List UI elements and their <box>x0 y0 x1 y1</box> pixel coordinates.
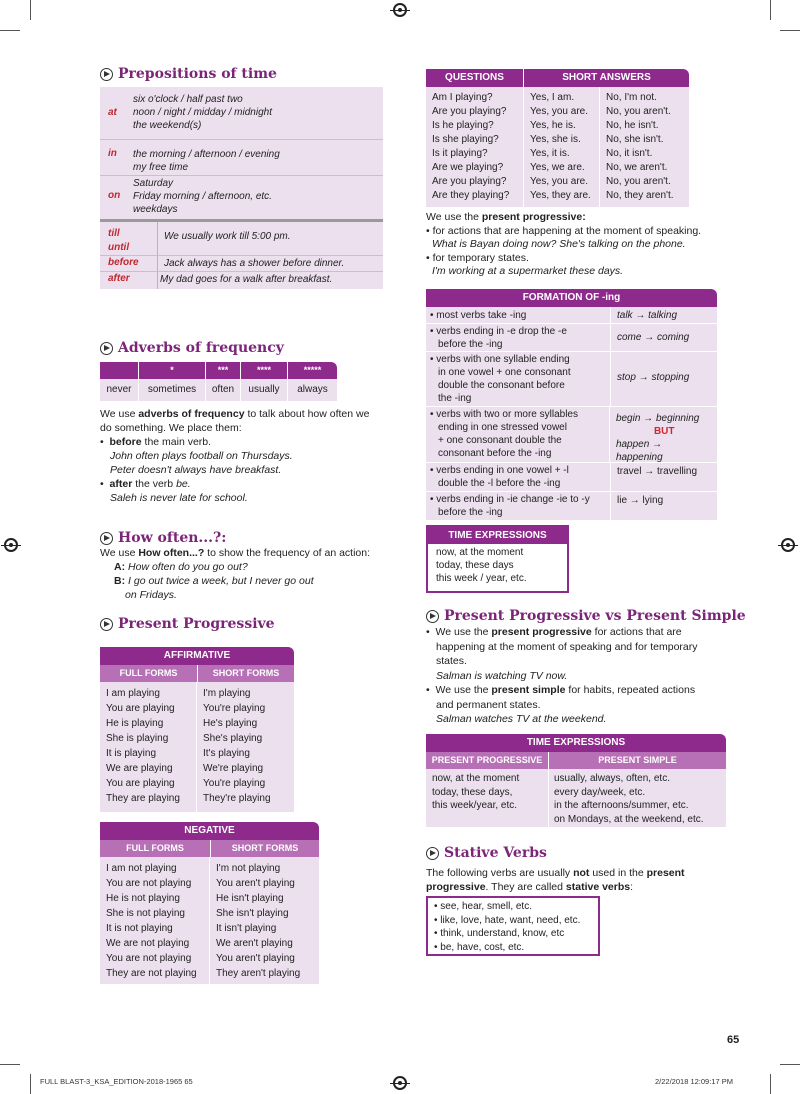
table-cell: today, these days, <box>432 786 513 798</box>
page-number: 65 <box>727 1034 740 1046</box>
column-header: FULL FORMS <box>100 840 211 857</box>
rule-line: + one consonant double the <box>438 435 562 446</box>
table-cell: You are not playing <box>106 953 192 964</box>
table-cell: We're playing <box>203 763 264 774</box>
adverb-word: never <box>100 379 139 401</box>
table-cell: He is playing <box>106 718 164 729</box>
speaker-label: A: <box>114 561 126 573</box>
how-often-heading <box>100 530 226 546</box>
adverb-word: often <box>206 379 241 401</box>
questions-table <box>426 69 689 207</box>
stative-item: • be, have, cost, etc. <box>434 941 525 953</box>
prep-lines <box>133 177 272 216</box>
play-icon <box>100 68 113 81</box>
table-cell: It isn't playing <box>216 923 277 934</box>
table-cell: No, you aren't. <box>606 106 671 117</box>
table-cell: Is she playing? <box>432 134 499 145</box>
rule-line: • verbs ending in -e drop the -e <box>430 326 567 337</box>
table-cell: usually, always, often, etc. <box>554 773 670 784</box>
rule-line: before the -ing <box>438 339 503 350</box>
text-run: for habits, repeated actions <box>565 684 696 696</box>
rule-line: ending in one stressed vowel <box>438 422 567 433</box>
prep-lines <box>133 93 272 132</box>
table-cell: They're playing <box>203 793 271 804</box>
rule-line: • verbs ending in -ie change -ie to -y <box>430 494 590 505</box>
text-bold: before <box>109 436 142 448</box>
bullet-line: • for actions that are happening at the moment of speaking. <box>426 224 702 237</box>
formation-row <box>426 307 717 324</box>
dialogue-line <box>100 560 400 574</box>
text-bold: not <box>573 867 590 879</box>
no-column <box>600 87 680 207</box>
rule-example: begin → beginning <box>615 413 700 424</box>
short-forms-column <box>197 682 277 812</box>
adverb-stars: ***** <box>303 365 322 375</box>
prep-row-after <box>100 271 383 288</box>
table-cell: It's playing <box>203 748 250 759</box>
table-cell: We aren't playing <box>216 938 293 949</box>
formation-row <box>426 324 717 352</box>
prep-line: six o'clock / half past two <box>133 94 243 105</box>
prep-line: weekdays <box>133 204 178 215</box>
prep-example: Jack always has a shower before dinner. <box>164 258 345 269</box>
table-body <box>426 87 689 207</box>
prep-line: the morning / afternoon / evening <box>133 149 280 160</box>
registration-mark-icon <box>393 1076 407 1090</box>
adverb-stars: *** <box>206 362 241 379</box>
crop-mark <box>30 0 31 20</box>
rule-line: the -ing <box>438 393 472 404</box>
prep-key: before <box>108 257 139 268</box>
negative-table <box>100 822 319 984</box>
crop-mark <box>770 0 771 20</box>
play-icon <box>426 847 439 860</box>
text-run: the main verb. <box>141 436 212 448</box>
example-line: John often plays football on Thursdays. <box>110 450 293 462</box>
progressive-column <box>426 769 549 827</box>
rule-line: • verbs with one syllable ending <box>430 354 570 365</box>
table-cell: I am not playing <box>106 863 177 874</box>
stative-title: Stative Verbs <box>444 845 547 861</box>
prepositions-title: Prepositions of time <box>118 66 277 82</box>
adverb-stars <box>100 362 139 379</box>
crop-mark <box>770 1074 771 1094</box>
bullet-line: • after the verb be. <box>100 478 191 490</box>
table-header <box>426 752 726 769</box>
formation-row <box>426 492 717 520</box>
table-cell: Are we playing? <box>432 162 504 173</box>
table-cell: No, they aren't. <box>606 190 674 201</box>
progressive-usage <box>426 211 736 279</box>
text-bold: stative verbs <box>565 881 631 893</box>
text-run: : <box>630 881 634 893</box>
table-cell: No, we aren't. <box>606 162 668 173</box>
adverbs-title: Adverbs of frequency <box>118 340 284 356</box>
table-cell: He's playing <box>203 718 258 729</box>
example-line: Peter doesn't always have breakfast. <box>110 464 282 476</box>
text-line: do something. We place them: <box>100 422 242 434</box>
rule-text <box>426 324 611 351</box>
table-cell: Yes, we are. <box>530 162 585 173</box>
rule-line: double the consonant before <box>438 380 565 391</box>
text-bold: after <box>109 478 133 490</box>
text-bold: How often...? <box>138 547 205 559</box>
table-body <box>100 682 294 812</box>
adverb-word: sometimes <box>139 379 206 401</box>
text-run: We use the <box>435 684 492 696</box>
prep-key: till <box>108 228 120 239</box>
table-cell: You aren't playing <box>216 953 295 964</box>
present-progressive-title: Present Progressive <box>118 616 275 632</box>
text-run: . They are called <box>485 881 566 893</box>
table-header <box>100 840 319 857</box>
table-cell: now, at the moment <box>432 773 520 784</box>
text-run: The following verbs are usually <box>426 867 574 879</box>
column-header: SHORT ANSWERS <box>562 72 651 83</box>
text-bold: progressive <box>426 881 486 893</box>
prepositions-heading <box>100 66 277 82</box>
affirmative-table <box>100 647 294 812</box>
text-bold: present simple <box>491 684 566 696</box>
table-title: NEGATIVE <box>100 822 319 840</box>
present-progressive-heading <box>100 616 275 632</box>
text-run: be. <box>176 478 191 490</box>
text-run: We use <box>100 408 139 420</box>
table-cell: Yes, he is. <box>530 120 576 131</box>
table-cell: It is playing <box>106 748 157 759</box>
prep-line: noon / night / midday / midnight <box>133 107 272 118</box>
rule-example: talk → talking <box>617 310 678 321</box>
dialogue-text: on Fridays. <box>125 589 177 601</box>
box-line: today, these days <box>436 560 514 571</box>
example-line: Salman watches TV at the weekend. <box>436 713 607 725</box>
table-cell: You are playing <box>106 703 175 714</box>
bullet-line: • for temporary states. <box>426 251 529 264</box>
rule-line: double the -l before the -ing <box>438 478 561 489</box>
rule-line: • most verbs take -ing <box>430 310 527 321</box>
table-cell: I am playing <box>106 688 160 699</box>
prep-key: after <box>108 273 130 284</box>
example-line: I'm working at a supermarket these days. <box>432 265 624 277</box>
prep-line: my free time <box>133 162 189 173</box>
rule-example: lie → lying <box>617 495 664 506</box>
play-icon <box>100 532 113 545</box>
table-cell: No, she isn't. <box>606 134 664 145</box>
prep-row-till-until <box>100 225 383 256</box>
example-line: Salman is watching TV now. <box>436 669 568 682</box>
play-icon <box>100 618 113 631</box>
rule-example: happen → happening <box>615 439 663 463</box>
table-cell: He is not playing <box>106 893 180 904</box>
prepositions-table <box>100 87 383 289</box>
adverbs-words-row <box>100 379 337 401</box>
text-line: happening at the moment of speaking and for temporary <box>436 640 698 653</box>
footer-filename: FULL BLAST-3_KSA_EDITION-2018-1965 65 <box>40 1077 193 1086</box>
yes-column <box>524 87 600 207</box>
text-bold: present progressive: <box>481 211 586 223</box>
rule-text <box>426 407 610 462</box>
table-cell: Yes, it is. <box>530 148 570 159</box>
table-cell: Are you playing? <box>432 176 507 187</box>
formation-row <box>426 407 717 463</box>
column-header: SHORT FORMS <box>212 668 280 678</box>
prep-row-before <box>100 255 383 272</box>
prep-group-in <box>100 139 383 176</box>
table-title: TIME EXPRESSIONS <box>426 734 726 752</box>
text-bold: adverbs of frequency <box>138 408 245 420</box>
prep-key: in <box>108 148 117 159</box>
bullet-line: • We use the present progressive for actions that are <box>426 626 682 638</box>
column-header: PRESENT SIMPLE <box>598 755 677 765</box>
text-run: used in the <box>589 867 647 879</box>
formation-row <box>426 352 717 407</box>
column-header: FULL FORMS <box>100 665 198 682</box>
dialogue-text: I go out twice a week, but I never go out <box>128 575 314 587</box>
rule-text <box>426 352 611 406</box>
text-run: We use <box>100 547 139 559</box>
play-icon <box>426 610 439 623</box>
stative-item: • like, love, hate, want, need, etc. <box>434 914 581 926</box>
text-bold: present <box>646 867 685 879</box>
table-cell: She's playing <box>203 733 263 744</box>
box-line: this week / year, etc. <box>436 573 527 584</box>
table-cell: in the afternoons/summer, etc. <box>554 800 689 811</box>
text-line: states. <box>436 655 467 667</box>
text-run: the verb <box>132 478 177 490</box>
stative-intro <box>426 866 736 894</box>
time-expressions-table <box>426 734 726 827</box>
formation-row <box>426 463 717 492</box>
column-header: PRESENT PROGRESSIVE <box>426 752 549 769</box>
table-cell: She is playing <box>106 733 169 744</box>
rule-example: stop → stopping <box>617 372 690 383</box>
prep-key: until <box>108 242 130 253</box>
rule-line: consonant before the -ing <box>438 448 552 459</box>
box-lines <box>428 544 567 587</box>
table-body <box>426 769 726 827</box>
table-cell: You are playing <box>106 778 175 789</box>
prep-line: the weekend(s) <box>133 120 202 131</box>
table-cell: on Mondays, at the weekend, etc. <box>554 813 704 825</box>
text-bold: present progressive <box>491 626 592 638</box>
table-cell: I'm playing <box>203 688 251 699</box>
table-cell: You're playing <box>203 778 266 789</box>
text-line <box>100 546 400 560</box>
table-cell: You're playing <box>203 703 266 714</box>
table-cell: Is it playing? <box>432 148 488 159</box>
example-line: Saleh is never late for school. <box>110 492 248 504</box>
text-run: We use the <box>426 211 482 223</box>
table-cell: Yes, they are. <box>530 190 591 201</box>
how-often-title: How often...?: <box>118 530 227 546</box>
crop-mark <box>780 30 800 31</box>
text-line <box>426 866 736 880</box>
registration-mark-icon <box>4 538 18 552</box>
table-cell: Yes, I am. <box>530 92 575 103</box>
table-cell: She is not playing <box>106 908 185 919</box>
bullet-line: • before the main verb. <box>100 436 212 448</box>
table-cell: Am I playing? <box>432 92 493 103</box>
dialogue-line <box>100 574 400 588</box>
registration-mark-icon <box>393 3 407 17</box>
formation-table <box>426 289 717 520</box>
full-forms-column <box>100 857 210 984</box>
rule-line: • verbs ending in one vowel + -l <box>430 465 569 476</box>
time-expressions-box <box>426 525 569 593</box>
table-cell: Yes, you are. <box>530 176 589 187</box>
formation-rules <box>426 307 717 520</box>
prep-line: Saturday <box>133 178 174 189</box>
text-run: to talk about how often we <box>244 408 370 420</box>
example-line: What is Bayan doing now? She's talking on the phone. <box>432 238 686 250</box>
questions-column <box>426 87 524 207</box>
adverb-word: usually <box>241 379 288 401</box>
crop-mark <box>0 30 20 31</box>
rule-line: before the -ing <box>438 507 503 518</box>
adverb-stars: **** <box>241 362 288 379</box>
short-forms-column <box>210 857 306 984</box>
table-header <box>100 665 294 682</box>
table-cell: You are not playing <box>106 878 192 889</box>
table-cell: It is not playing <box>106 923 173 934</box>
table-title: AFFIRMATIVE <box>100 647 294 665</box>
rule-text <box>426 463 611 491</box>
adverbs-scale <box>100 362 337 401</box>
column-header: QUESTIONS <box>426 69 524 87</box>
prep-line: Friday morning / afternoon, etc. <box>133 191 272 202</box>
footer-timestamp: 2/22/2018 12:09:17 PM <box>655 1077 733 1086</box>
rule-line: • verbs with two or more syllables <box>430 409 578 420</box>
table-cell: He isn't playing <box>216 893 284 904</box>
table-cell: They are not playing <box>106 968 197 979</box>
rule-example: travel → travelling <box>617 466 698 477</box>
table-cell: Are they playing? <box>432 190 510 201</box>
rule-text <box>426 492 611 520</box>
full-forms-column <box>100 682 197 812</box>
table-cell: I'm not playing <box>216 863 281 874</box>
speaker-label: B: <box>114 575 126 587</box>
simple-column <box>549 769 709 827</box>
box-line: now, at the moment <box>436 547 524 558</box>
text-line <box>100 407 390 421</box>
table-body <box>100 857 319 984</box>
column-header: SHORT FORMS <box>231 843 299 853</box>
crop-mark <box>30 1074 31 1094</box>
table-cell: We are playing <box>106 763 173 774</box>
bullet-line: • We use the present simple for habits, repeated actions <box>426 684 696 696</box>
table-cell: Yes, you are. <box>530 106 589 117</box>
adverb-stars: * <box>139 362 206 379</box>
crop-mark <box>0 1064 20 1065</box>
text-line: and permanent states. <box>436 698 541 711</box>
rule-example-group <box>610 407 717 462</box>
prep-group-on <box>100 175 383 222</box>
adverb-word: always <box>297 384 328 395</box>
table-header <box>426 69 689 87</box>
prep-example: My dad goes for a walk after breakfast. <box>160 274 333 285</box>
table-cell: Is he playing? <box>432 120 494 131</box>
but-label: BUT <box>653 426 675 437</box>
vs-heading <box>426 608 746 624</box>
stative-heading <box>426 845 547 861</box>
stative-item: • think, understand, know, etc <box>434 928 565 939</box>
table-cell: No, he isn't. <box>606 120 659 131</box>
box-title: TIME EXPRESSIONS <box>428 527 567 544</box>
table-cell: this week/year, etc. <box>432 800 518 811</box>
adverbs-explanation <box>100 407 390 505</box>
rule-line: in one vowel + one consonant <box>438 367 571 378</box>
text-run: to show the frequency of an action: <box>204 547 371 559</box>
table-cell: Yes, she is. <box>530 134 581 145</box>
text-line <box>426 880 736 894</box>
play-icon <box>100 342 113 355</box>
text-run: for actions that are <box>591 626 682 638</box>
prep-lines <box>133 148 280 174</box>
table-cell: No, I'm not. <box>606 92 657 103</box>
rule-example: come → coming <box>617 332 690 343</box>
table-cell: No, you aren't. <box>606 176 671 187</box>
prep-key: at <box>108 107 117 118</box>
table-cell: They aren't playing <box>216 968 301 979</box>
adverbs-heading <box>100 340 284 356</box>
table-cell: They are playing <box>106 793 180 804</box>
vs-title: Present Progressive vs Present Simple <box>444 608 746 624</box>
adverbs-stars-row <box>100 362 337 379</box>
how-often-text <box>100 546 400 602</box>
table-cell: Are you playing? <box>432 106 507 117</box>
text-line <box>426 211 736 225</box>
text-run: We use the <box>435 626 492 638</box>
prep-group-at <box>100 87 383 140</box>
stative-item: • see, hear, smell, etc. <box>434 901 532 912</box>
registration-mark-icon <box>781 538 795 552</box>
table-cell: We are not playing <box>106 938 190 949</box>
prep-example: We usually work till 5:00 pm. <box>164 231 291 242</box>
stative-verbs-box <box>426 896 600 956</box>
prep-key: on <box>108 190 121 201</box>
table-cell: No, it isn't. <box>606 148 653 159</box>
table-cell: You aren't playing <box>216 878 295 889</box>
crop-mark <box>780 1064 800 1065</box>
table-cell: every day/week, etc. <box>554 786 646 798</box>
rule-text <box>426 307 611 323</box>
dialogue-text: How often do you go out? <box>128 561 248 573</box>
table-cell: She isn't playing <box>216 908 289 919</box>
vs-explanation <box>426 625 736 727</box>
table-title: FORMATION OF -ing <box>426 289 717 307</box>
